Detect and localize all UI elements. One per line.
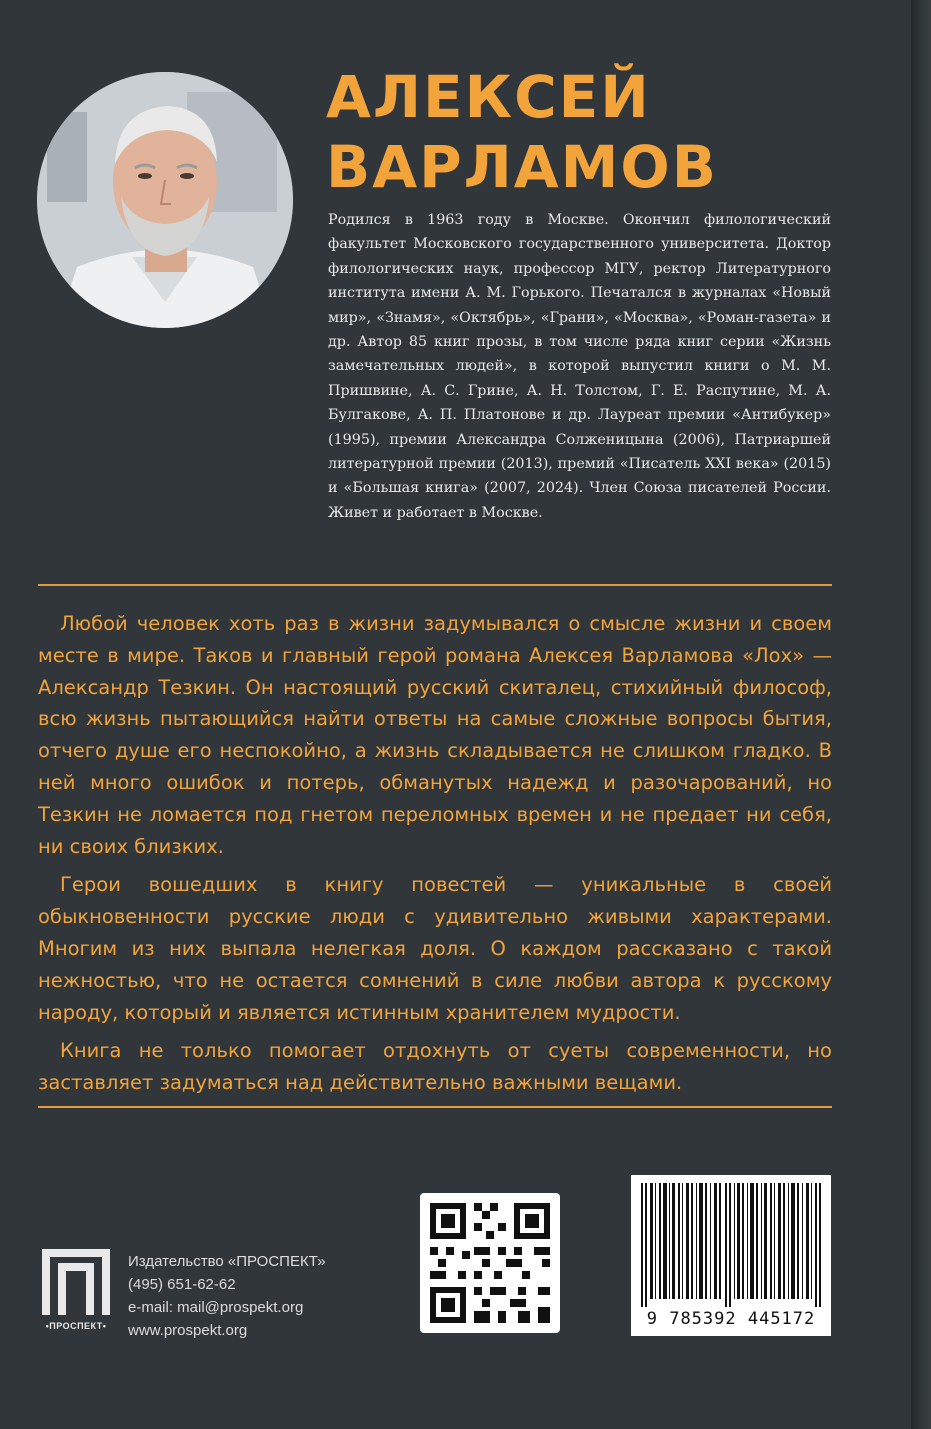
bottom-divider — [38, 1106, 832, 1108]
publisher-name: Издательство «ПРОСПЕКТ» — [128, 1253, 326, 1270]
author-name-line2: ВАРЛАМОВ — [326, 133, 718, 201]
author-name-line1: АЛЕКСЕЙ — [326, 63, 651, 131]
author-bio: Родился в 1963 году в Москве. Окончил филологический факультет Московского государственного университета. Доктор филологических наук, профессор МГУ, ректор Литературного института имени А. М. Горького. Печатался в журналах «Новый мир», «Знамя», «Октябрь», «Грани», «Москва», «Роман-газета» и др. Автор 85 книг прозы, в том числе ряда книг серии «Жизнь замечательных людей», в которой выпустил книги о М. М. Пришвине, А. С. Грине, А. Н. Толстом, Г. Е. Распутине, М. А. Булгакове, А. П. Платонове и др. Лауреат премии «Антибукер» (1995), премии Александра Солженицына (2006), Патриаршей литературной премии (2013), премий «Писатель XXI века» (2015) и «Большая книга» (2007, 2024). Член Союза писателей России. Живет и работает в Москве. — [328, 212, 831, 521]
publisher-phone: (495) 651-62-62 — [128, 1276, 236, 1293]
isbn-number: 9 785392 445172 — [646, 1309, 816, 1329]
qr-code — [420, 1193, 560, 1333]
author-name — [326, 62, 846, 202]
annotation-paragraph-1: Любой человек хоть раз в жизни задумывался о смысле жизни и своем месте в мире. Таков и главный герой романа Алексея Варламова «Лох» — Александр Тезкин. Он настоящий русский скиталец, стихийный философ, всю жизнь пытающийся найти ответы на самые сложные вопросы бытия, отчего душе его неспокойно, а жизнь складывается не слишком гладко. В ней много ошибок и потерь, обманутых надежд и разочарований, но Тезкин не ломается под гнетом переломных времен и не предает ни себя, ни своих близких. — [38, 612, 832, 858]
book-annotation — [38, 608, 832, 1106]
isbn-barcode — [631, 1175, 831, 1336]
author-photo — [37, 72, 293, 328]
annotation-paragraph-3: Книга не только помогает отдохнуть от суеты современности, но заставляет задуматься над действительно важными вещами. — [38, 1039, 832, 1095]
annotation-paragraph-2: Герои вошедших в книгу повестей — уникальные в своей обыкновенности русские люди с удивительно живыми характерами. Многим из них выпала нелегкая доля. О каждом рассказано с такой нежностью, что не остается сомнений в силе любви автора к русскому народу, который и является истинным хранителем мудрости. — [38, 873, 832, 1024]
publisher-info — [128, 1250, 326, 1342]
publisher-logo-text: •ПРОСПЕКТ• — [45, 1321, 107, 1331]
publisher-website: www.prospekt.org — [128, 1322, 248, 1339]
cover-edge — [911, 0, 931, 1429]
top-divider — [38, 584, 832, 586]
publisher-email: e-mail: mail@prospekt.org — [128, 1299, 304, 1316]
